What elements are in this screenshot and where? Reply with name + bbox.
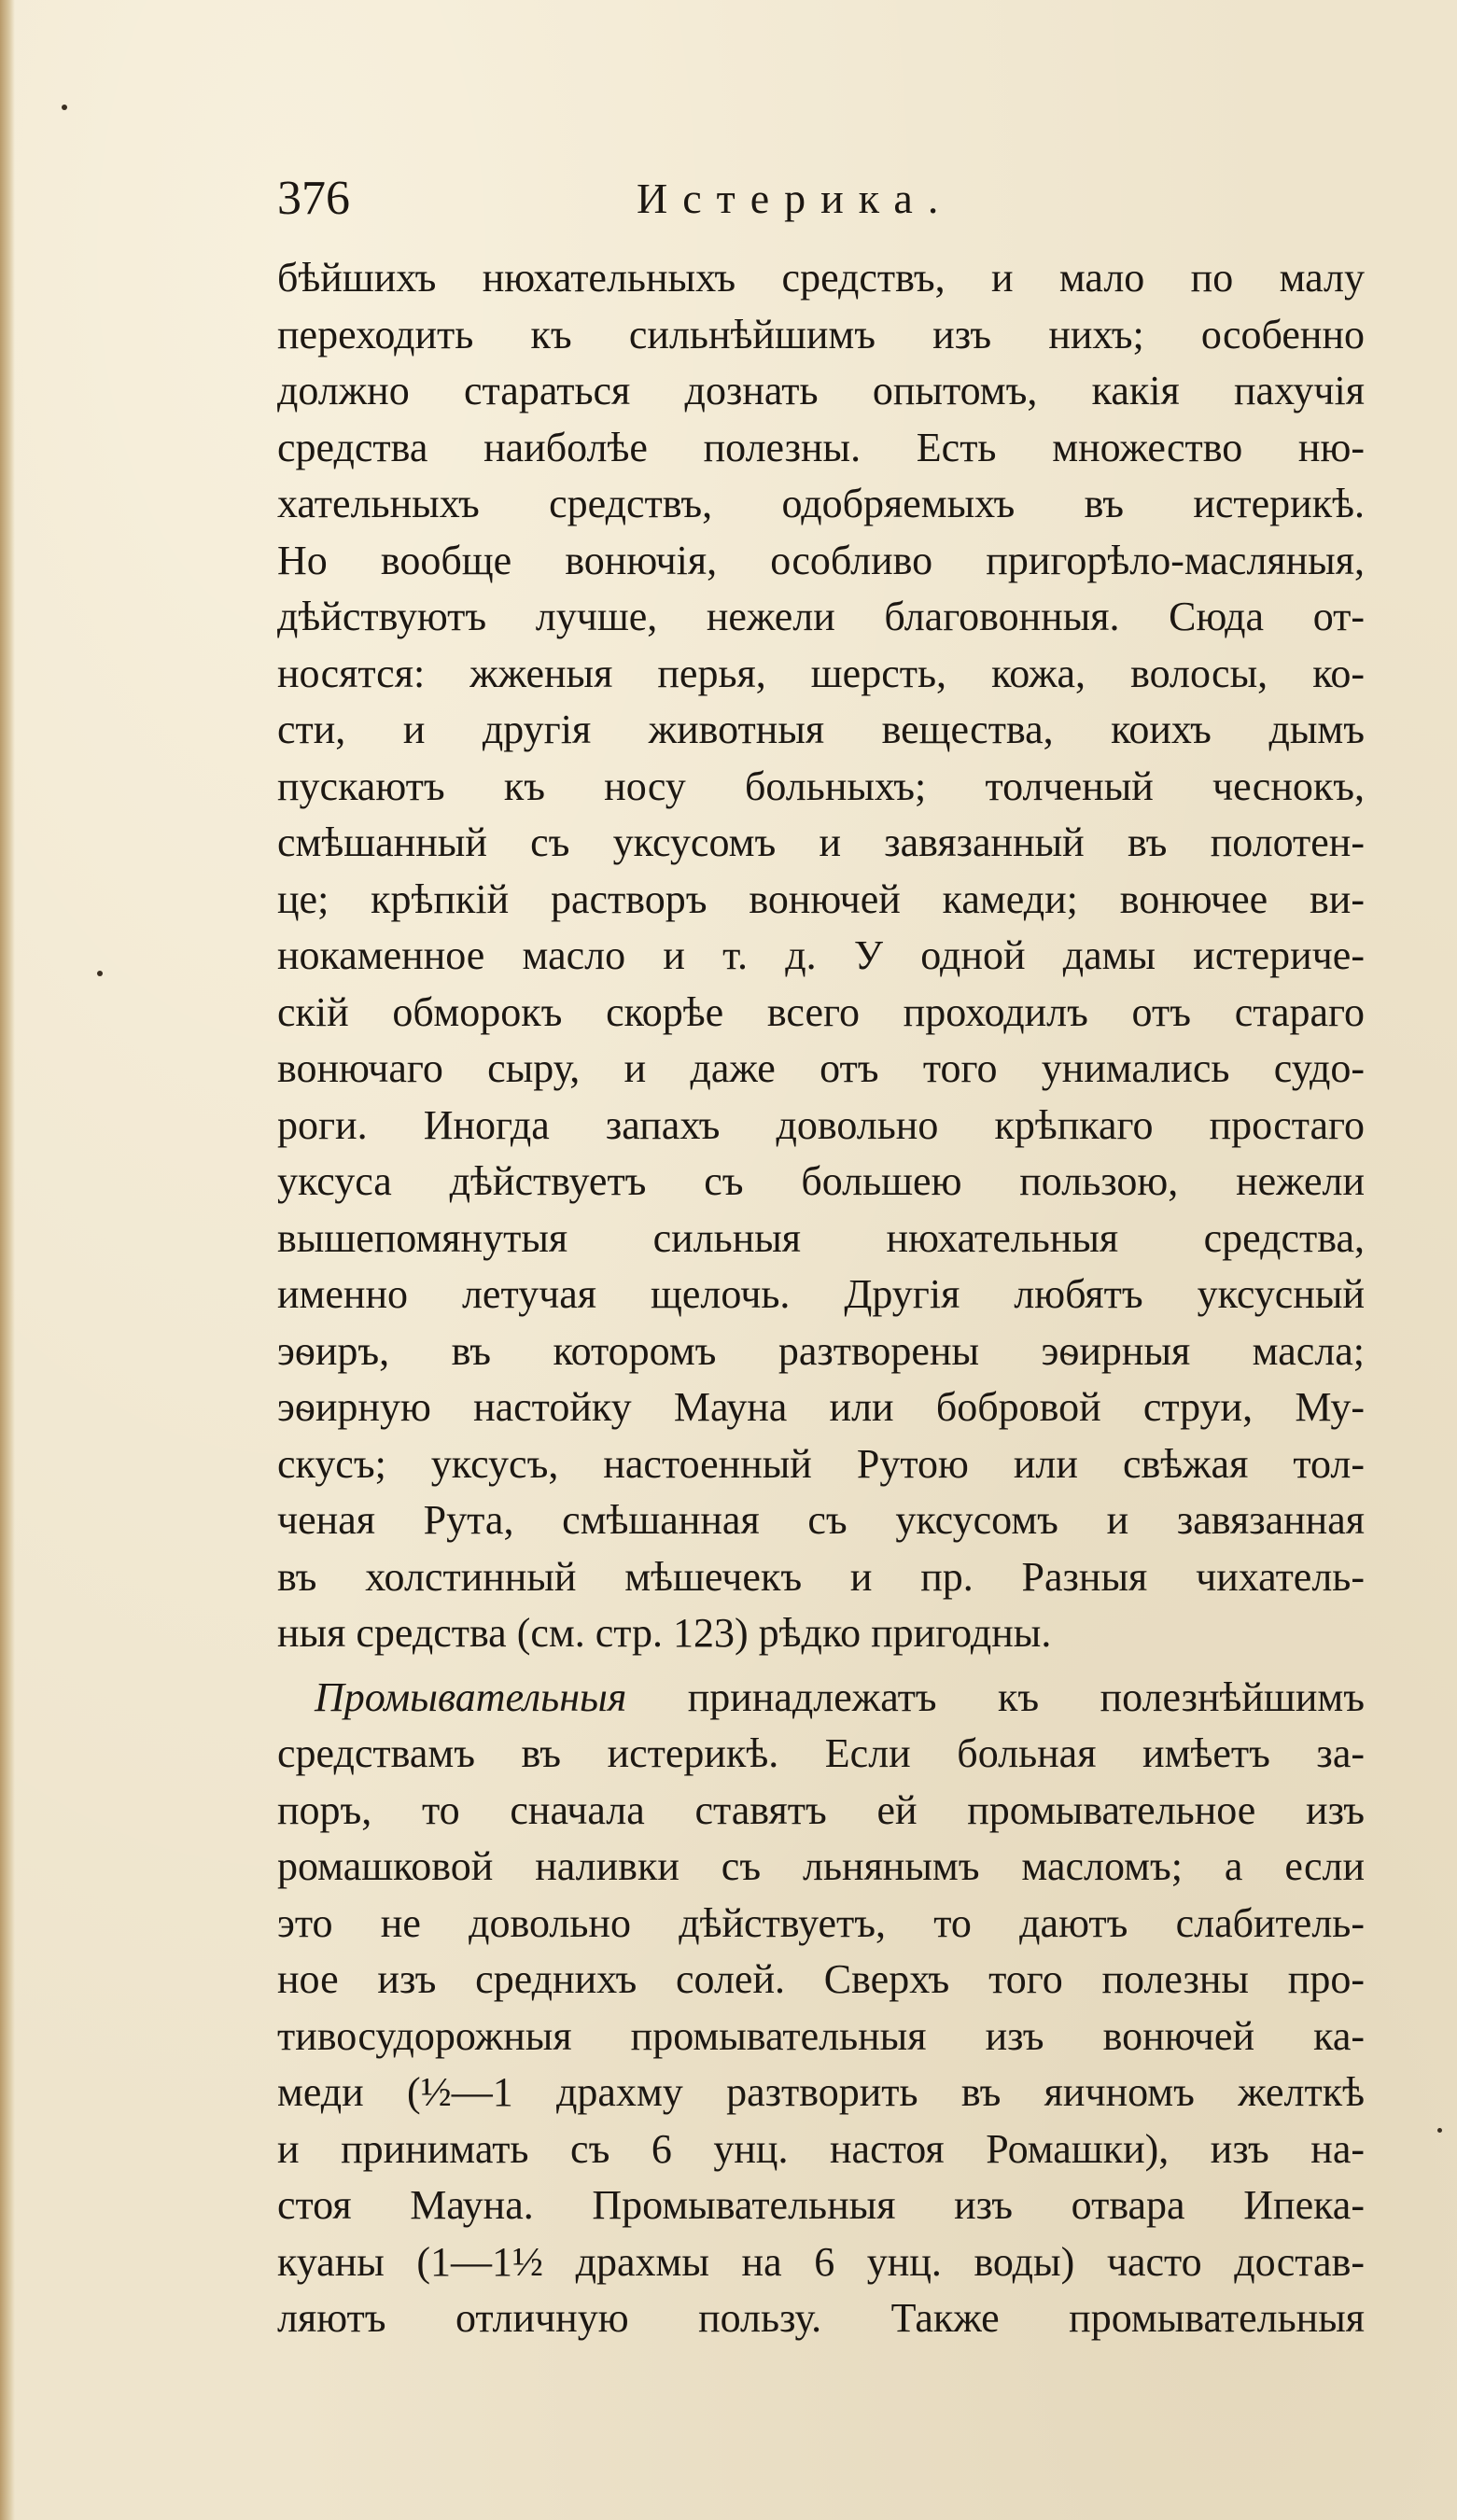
page-edge-shadow	[0, 0, 15, 2520]
text-line: роги. Иногда запахъ довольно крѣпкаго простаго	[277, 1101, 1365, 1148]
text-line: уксуса дѣйствуетъ съ большею пользою, нежели	[277, 1158, 1365, 1204]
text-line: вышепомянутыя сильныя нюхательныя средства,	[277, 1214, 1365, 1261]
text-line: скій обморокъ скорѣе всего проходилъ отъ стараго	[277, 988, 1365, 1035]
text-line: ныя средства (см. стр. 123) рѣдко пригодны.	[277, 1610, 1052, 1656]
paragraph-gap	[277, 1662, 1365, 1670]
text-line: ченая Рута, смѣшанная съ уксусомъ и завязанная	[277, 1497, 1365, 1543]
text-line: ляютъ отличную пользу. Также промывательныя	[277, 2295, 1365, 2341]
paper-speck	[97, 971, 103, 976]
text-line: должно стараться дознать опытомъ, какія пахучія	[277, 368, 1365, 413]
text-line: именно летучая щелочь. Другія любятъ уксусный	[277, 1271, 1365, 1317]
text-line: средства наиболѣе полезны. Есть множество ню-	[277, 424, 1365, 470]
text-line: вонючаго сыру, и даже отъ того унимались судо-	[277, 1045, 1365, 1091]
text-line: дѣйствуютъ лучше, нежели благовонныя. Сюда от-	[277, 594, 1365, 639]
text-line: пускаютъ къ носу больныхъ; толченый чеснокъ,	[277, 763, 1365, 809]
text-fragment: принадлежатъ къ полезнѣйшимъ	[626, 1673, 1365, 1720]
text-line: средствамъ въ истерикѣ. Если больная имѣетъ за-	[277, 1730, 1365, 1776]
paper-speck	[62, 105, 67, 110]
text-line: въ холстинный мѣшечекъ и пр. Разныя чихатель-	[277, 1553, 1365, 1600]
text-line: эѳиръ, въ которомъ разтворены эѳирныя масла;	[277, 1327, 1365, 1374]
text-line: и принимать съ 6 унц. настоя Ромашки), изъ на-	[277, 2125, 1365, 2172]
paper-speck	[1437, 2128, 1442, 2133]
text-line: куаны (1—1½ драхмы на 6 унц. воды) часто достав-	[277, 2238, 1365, 2285]
text-line: ное изъ среднихъ солей. Сверхъ того полезны про-	[277, 1956, 1365, 2002]
page-number: 376	[277, 172, 350, 225]
text-line: тивосудорожныя промывательныя изъ вонючей ка-	[277, 2012, 1365, 2059]
text-line: хательныхъ средствъ, одобряемыхъ въ истерикѣ.	[277, 481, 1365, 526]
text-line: смѣшанный съ уксусомъ и завязанный въ полотен-	[277, 819, 1365, 865]
text-line: сти, и другія животныя вещества, коихъ дымъ	[277, 707, 1365, 752]
page-header	[277, 166, 1365, 231]
body-text	[277, 250, 1365, 2347]
text-line: бѣйшихъ нюхательныхъ средствъ, и мало по малу	[277, 255, 1365, 301]
text-line: переходить къ сильнѣйшимъ изъ нихъ; особенно	[277, 311, 1365, 357]
text-line: ромашковой наливки съ льнянымъ масломъ; а если	[277, 1843, 1365, 1889]
text-line: меди (½—1 драхму разтворить въ яичномъ желткѣ	[277, 2069, 1365, 2115]
text-line: носятся: жженыя перья, шерсть, кожа, волосы, ко-	[277, 650, 1365, 696]
emphasized-term: Промывательныя	[315, 1673, 627, 1720]
text-line: это не довольно дѣйствуетъ, то даютъ слабитель-	[277, 1899, 1365, 1946]
text-line: эѳирную настойку Мауна или бобровой струи, Му-	[277, 1384, 1365, 1430]
text-line: це; крѣпкій растворъ вонючей камеди; вонючее ви-	[277, 875, 1365, 922]
text-line: стоя Мауна. Промывательныя изъ отвара Ипека-	[277, 2182, 1365, 2228]
running-title: Истерика.	[637, 175, 954, 222]
text-line: поръ, то сначала ставятъ ей промывательное изъ	[277, 1786, 1365, 1833]
text-line-first	[277, 1670, 1365, 1727]
text-line: скусъ; уксусъ, настоенный Рутою или свѣжая тол-	[277, 1440, 1365, 1487]
text-line: Но вообще вонючія, особливо пригорѣло-масляныя,	[277, 537, 1365, 583]
text-line: нокаменное масло и т. д. У одной дамы истериче-	[277, 932, 1365, 978]
